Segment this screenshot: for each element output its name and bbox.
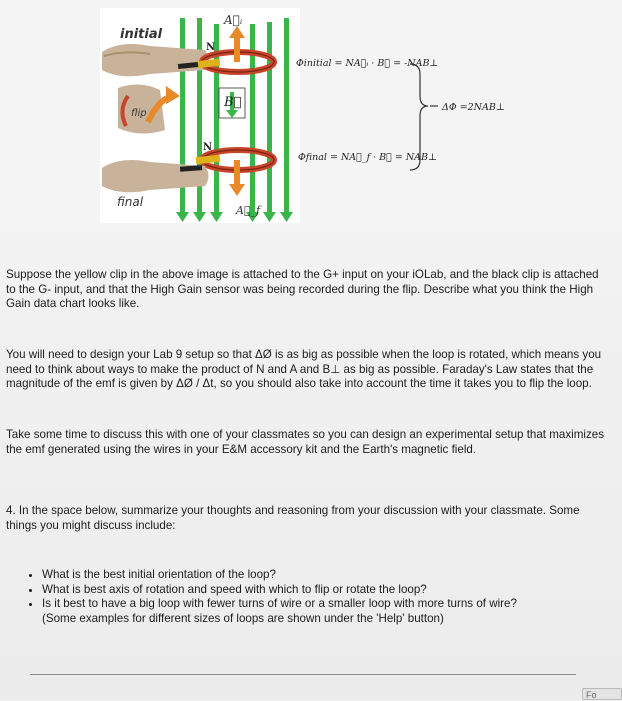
bullet-help-note: (Some examples for different sizes of loops are shown under the 'Help' button) <box>42 611 444 625</box>
paragraph-3-text: Take some time to discuss this with one of your classmates so you can design an experimental setup that maximizes the emf generated using the wires in your E&M accessory kit and the Earth's magnetic field. <box>6 428 605 456</box>
paragraph-graph-prompt <box>6 268 606 312</box>
label-final: final <box>117 195 144 209</box>
label-a-initial: A⃗ᵢ <box>224 13 243 27</box>
bullet-orientation: • What is the best initial orientation of the loop? <box>42 568 622 583</box>
answer-line[interactable] <box>30 674 576 675</box>
question-4-text: 4. In the space below, summarize your thoughts and reasoning from your discussion with your classmate. Some things you might discuss include: <box>6 504 580 532</box>
equation-delta: ΔΦ =2NAB⊥ <box>442 102 505 113</box>
label-flip: flip <box>131 108 147 119</box>
bullet-loop-size: • Is it best to have a big loop with fewer turns of wire or a smaller loop with more turns of wire? <box>42 597 622 612</box>
flux-flip-figure <box>0 0 622 232</box>
label-b: B⃗ <box>224 95 242 110</box>
label-initial: initial <box>120 27 163 42</box>
bullet-axis: • What is best axis of rotation and speed with which to flip or rotate the loop? <box>42 583 622 598</box>
label-n-top: N <box>206 42 216 53</box>
equation-initial: Φinitial = NA⃗ᵢ · B⃗ = -NAB⊥ <box>296 58 439 69</box>
paragraph-design-setup <box>6 348 606 392</box>
label-a-final: A⃗_f <box>236 204 261 217</box>
figure-background <box>0 0 622 232</box>
label-n-bottom: N <box>203 142 213 153</box>
question-4 <box>6 504 606 533</box>
discussion-bullets <box>28 568 622 626</box>
equation-final: Φfinal = NA⃗_f · B⃗ = NAB⊥ <box>298 152 437 163</box>
paragraph-1-text: Suppose the yellow clip in the above image is attached to the G+ input on your iOLab, and the black clip is attached to the G- input, and that the High Gain sensor was being recorded during the flip. Describe what you think the High Gain data chart looks like. <box>6 268 599 311</box>
corner-button[interactable]: Fo <box>582 688 622 700</box>
paragraph-discuss <box>6 428 606 457</box>
paragraph-2-text: You will need to design your Lab 9 setup so that ΔØ is as big as possible when the loop is rotated, which means you need to think about ways to make the product of N and A and B⊥ as big as possible. Faraday's Law states that the magnitude of the emf is given by ΔØ / Δt, so you should also take into account the time it takes you to flip the loop. <box>6 348 602 391</box>
